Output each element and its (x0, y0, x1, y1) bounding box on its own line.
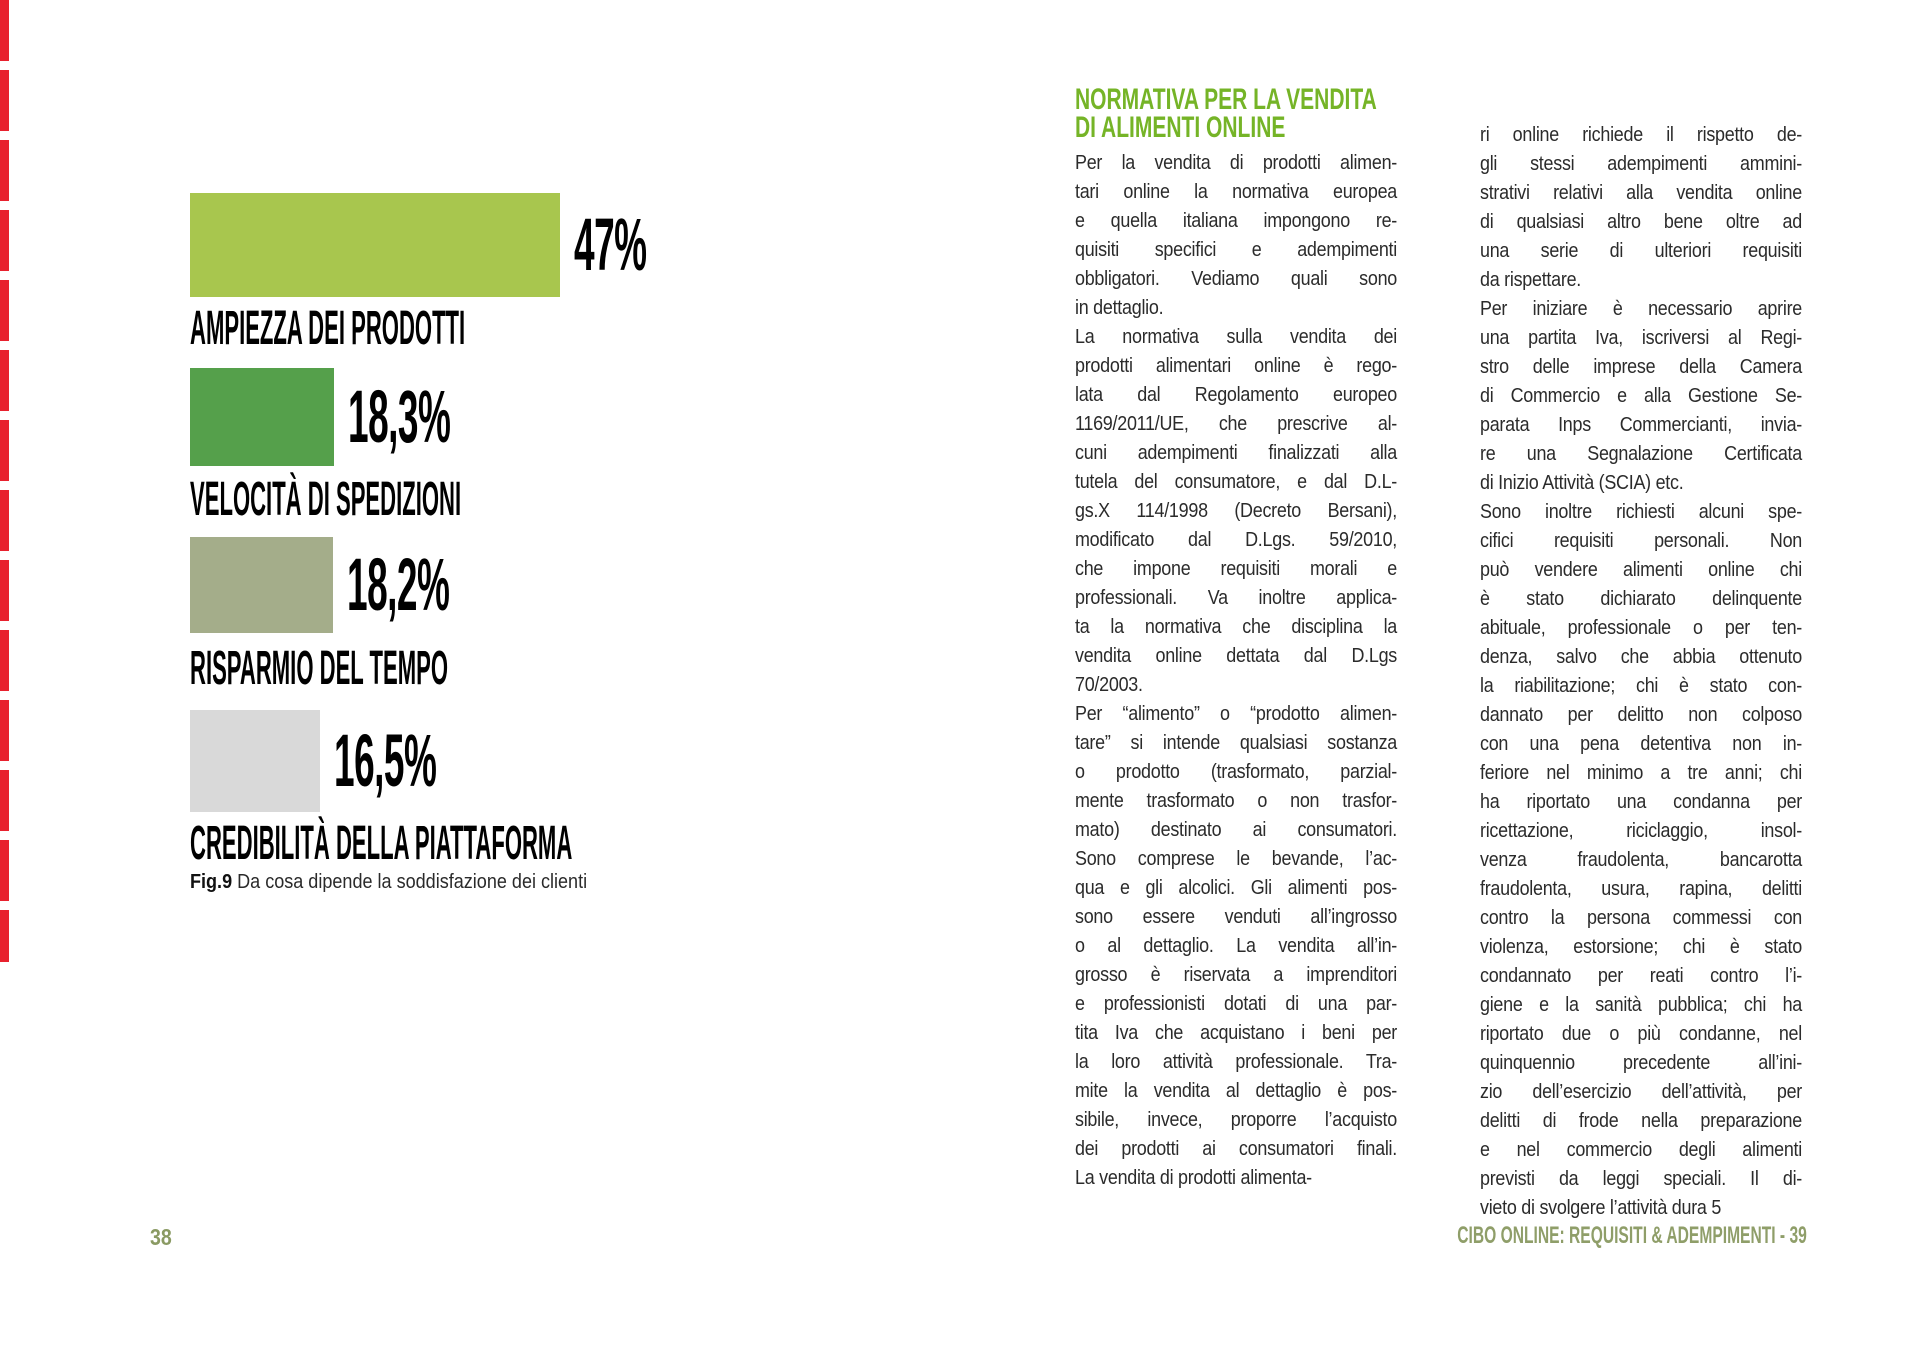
bar-value-label: 47% (574, 203, 647, 286)
text-line: di qualsiasi altro bene oltre ad (1480, 210, 1802, 233)
text-line: professionali. Va inoltre applica- (1075, 586, 1397, 609)
text-line: violenza, estorsione; chi è stato (1480, 935, 1802, 958)
page-footer-right: CIBO ONLINE: REQUISITI & ADEMPIMENTI - 39 (1457, 1222, 1807, 1249)
text-line: gs.X 114/1998 (Decreto Bersani), (1075, 499, 1397, 522)
bar-category-label: CREDIBILITÀ DELLA PIATTAFORMA (190, 817, 573, 870)
text-line: La vendita di prodotti alimenta- (1075, 1166, 1312, 1189)
text-line: grosso è riservata a imprenditori (1075, 963, 1397, 986)
article-heading-line1: NORMATIVA PER LA VENDITA (1075, 83, 1377, 116)
text-line: 70/2003. (1075, 673, 1143, 696)
text-line: Per la vendita di prodotti alimen- (1075, 151, 1397, 174)
text-line: delitti di frode nella preparazione (1480, 1109, 1802, 1132)
text-line: parata Inps Commercianti, invia- (1480, 413, 1802, 436)
text-line: mite la vendita al dettaglio è pos- (1075, 1079, 1397, 1102)
text-line: sibile, invece, proporre l’acquisto (1075, 1108, 1397, 1131)
article-heading (1075, 83, 1377, 144)
text-line: qua e gli alcolici. Gli alimenti pos- (1075, 876, 1397, 899)
text-line: o prodotto (trasformato, parzial- (1075, 760, 1397, 783)
text-line: ha riportato una condanna per (1480, 790, 1802, 813)
text-line: è stato dichiarato delinquente (1480, 587, 1802, 610)
text-line: contro la persona commessi con (1480, 906, 1802, 929)
text-line: ri online richiede il rispetto de- (1480, 123, 1802, 146)
bar-2 (190, 368, 334, 466)
text-line: Sono comprese le bevande, l’ac- (1075, 847, 1397, 870)
article-column-2 (1480, 120, 1802, 1222)
text-line: 1169/2011/UE, che prescrive al- (1075, 412, 1397, 435)
text-line: e professionisti dotati di una par- (1075, 992, 1397, 1015)
text-line: quisiti specifici e adempimenti (1075, 238, 1397, 261)
text-line: feriore nel minimo a tre anni; chi (1480, 761, 1802, 784)
text-line: cifici requisiti personali. Non (1480, 529, 1802, 552)
text-line: denza, salvo che abbia ottenuto (1480, 645, 1802, 668)
text-line: lata dal Regolamento europeo (1075, 383, 1397, 406)
text-line: ta la normativa che disciplina la (1075, 615, 1397, 638)
text-line: una partita Iva, iscriversi al Regi- (1480, 326, 1802, 349)
text-line: che impone requisiti morali e (1075, 557, 1397, 580)
text-line: modificato dal D.Lgs. 59/2010, (1075, 528, 1397, 551)
text-line: obbligatori. Vediamo quali sono (1075, 267, 1397, 290)
text-line: o al dettaglio. La vendita all’in- (1075, 934, 1397, 957)
text-line: giene e la sanità pubblica; chi ha (1480, 993, 1802, 1016)
text-line: e nel commercio degli alimenti (1480, 1138, 1802, 1161)
text-line: abituale, professionale o per ten- (1480, 616, 1802, 639)
text-line: può vendere alimenti online chi (1480, 558, 1802, 581)
text-line: e quella italiana impongono re- (1075, 209, 1397, 232)
bar-category-label: AMPIEZZA DEI PRODOTTI (190, 302, 466, 355)
text-line: fraudolenta, usura, rapina, delitti (1480, 877, 1802, 900)
bar-category-label: RISPARMIO DEL TEMPO (190, 642, 449, 695)
text-line: riportato due o più condanne, nel (1480, 1022, 1802, 1045)
text-line: stro delle imprese della Camera (1480, 355, 1802, 378)
text-line: sono essere venduti all’ingrosso (1075, 905, 1397, 928)
figure-caption-number: Fig.9 (190, 870, 233, 893)
text-line: vendita online dettata dal D.Lgs (1075, 644, 1397, 667)
text-line: una serie di ulteriori requisiti (1480, 239, 1802, 262)
text-line: la riabilitazione; chi è stato con- (1480, 674, 1802, 697)
bar-4 (190, 710, 320, 812)
text-line: prodotti alimentari online è rego- (1075, 354, 1397, 377)
text-line: tare” si intende qualsiasi sostanza (1075, 731, 1397, 754)
text-line: Per “alimento” o “prodotto alimen- (1075, 702, 1397, 725)
text-line: re una Segnalazione Certificata (1480, 442, 1802, 465)
figure-caption-text: Da cosa dipende la soddisfazione dei clienti (232, 870, 588, 893)
text-line: tari online la normativa europea (1075, 180, 1397, 203)
article-heading-line2: DI ALIMENTI ONLINE (1075, 111, 1286, 144)
article-column-1 (1075, 148, 1397, 1192)
bar-value-label: 18,3% (348, 375, 451, 458)
text-line: dannato per delitto non colposo (1480, 703, 1802, 726)
text-line: vieto di svolgere l’attività dura 5 (1480, 1196, 1722, 1219)
text-line: venza fraudolenta, bancarotta (1480, 848, 1802, 871)
text-line: Per iniziare è necessario aprire (1480, 297, 1802, 320)
bleed-marks (0, 0, 9, 962)
text-line: Sono inoltre richiesti alcuni spe- (1480, 500, 1802, 523)
text-line: di Commercio e alla Gestione Se- (1480, 384, 1802, 407)
text-line: La normativa sulla vendita dei (1075, 325, 1397, 348)
text-line: mato) destinato ai consumatori. (1075, 818, 1397, 841)
text-line: con una pena detentiva non in- (1480, 732, 1802, 755)
text-line: strativi relativi alla vendita online (1480, 181, 1802, 204)
bar-category-label: VELOCITÀ DI SPEDIZIONI (190, 473, 462, 526)
text-line: di Inizio Attività (SCIA) etc. (1480, 471, 1684, 494)
text-line: in dettaglio. (1075, 296, 1164, 319)
figure-caption (190, 870, 587, 894)
bar-3 (190, 537, 333, 633)
text-line: da rispettare. (1480, 268, 1582, 291)
text-line: zio dell’esercizio dell’attività, per (1480, 1080, 1802, 1103)
text-line: cuni adempimenti finalizzati alla (1075, 441, 1397, 464)
bar-1 (190, 193, 560, 297)
bar-value-label: 18,2% (347, 543, 450, 626)
text-line: quinquennio precedente all’ini- (1480, 1051, 1802, 1074)
text-line: tita Iva che acquistano i beni per (1075, 1021, 1397, 1044)
page-number-left: 38 (150, 1224, 172, 1250)
bar-value-label: 16,5% (334, 719, 437, 802)
text-line: mente trasformato o non trasfor- (1075, 789, 1397, 812)
text-line: previsti da leggi speciali. Il di- (1480, 1167, 1802, 1190)
text-line: condannato per reati contro l’i- (1480, 964, 1802, 987)
text-line: gli stessi adempimenti ammini- (1480, 152, 1802, 175)
text-line: la loro attività professionale. Tra- (1075, 1050, 1397, 1073)
text-line: ricettazione, riciclaggio, insol- (1480, 819, 1802, 842)
text-line: tutela del consumatore, e dal D.L- (1075, 470, 1397, 493)
text-line: dei prodotti ai consumatori finali. (1075, 1137, 1397, 1160)
